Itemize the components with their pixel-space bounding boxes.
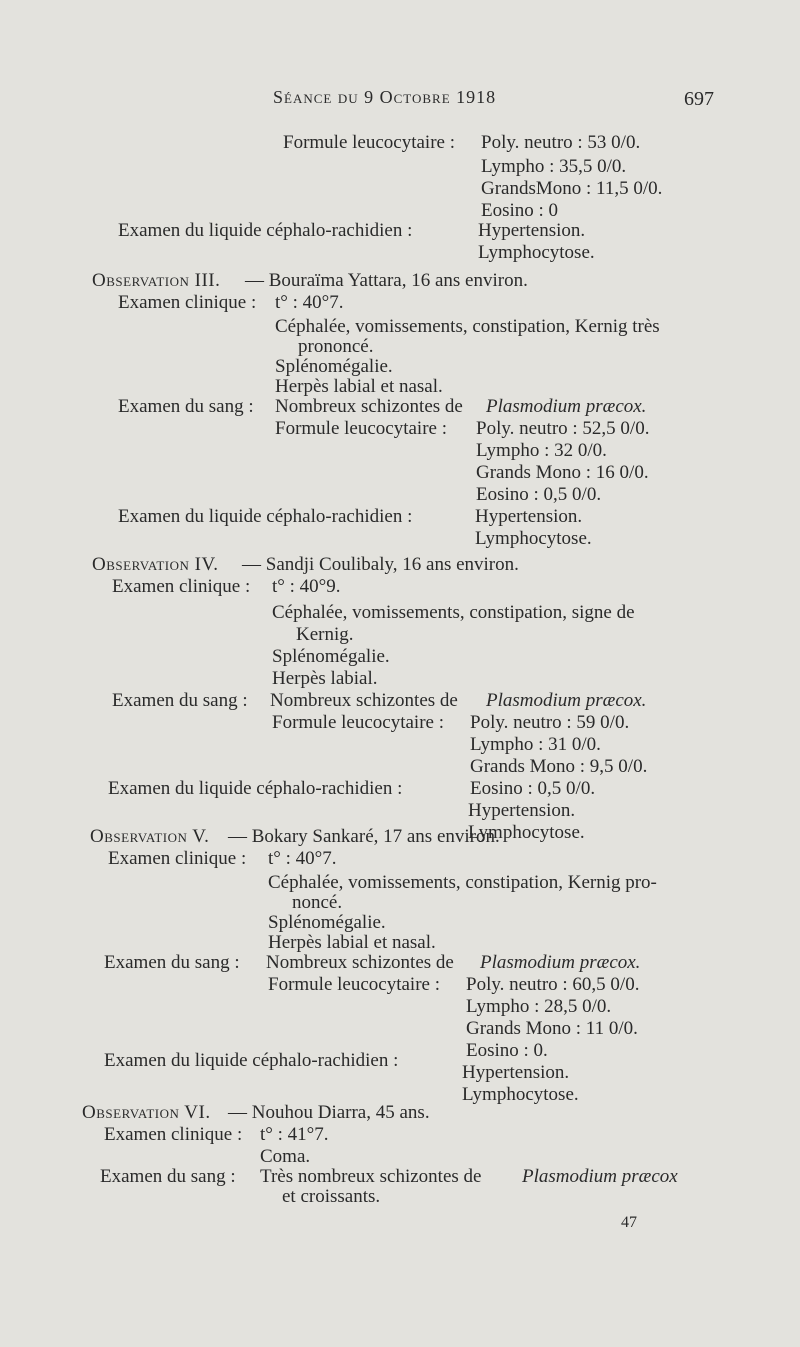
obs2-mono: GrandsMono : 11,5 0/0. (481, 178, 663, 199)
obs5-sang-species: Plasmodium præcox. (480, 952, 641, 973)
obs3-lcr-2: Lymphocytose. (475, 528, 592, 549)
obs4-lcr-label: Examen du liquide céphalo-rachidien : (108, 778, 403, 799)
obs6-clin-temp: t° : 41°7. (260, 1124, 329, 1145)
obs4-clin-temp: t° : 40°9. (272, 576, 341, 597)
obs4-sang-label: Examen du sang : (112, 690, 248, 711)
obs5-eosino: Eosino : 0. (466, 1040, 548, 1061)
obs3-sang-label: Examen du sang : (118, 396, 254, 417)
obs3-sang-species: Plasmodium præcox. (486, 396, 647, 417)
obs5-symp-3: Herpès labial et nasal. (268, 932, 436, 953)
obs6-sang-cont: et croissants. (282, 1186, 381, 1207)
obs3-patient: — Bouraïma Yattara, 16 ans environ. (245, 270, 528, 291)
obs6-sang-text: Très nombreux schizontes de (260, 1166, 482, 1187)
running-header-title: Séance du 9 Octobre 1918 (273, 87, 497, 107)
signature-number: 47 (621, 1214, 637, 1231)
obs3-mono: Grands Mono : 16 0/0. (476, 462, 649, 483)
obs5-lympho: Lympho : 28,5 0/0. (466, 996, 612, 1017)
obs5-lcr-1: Hypertension. (462, 1062, 570, 1083)
obs4-mono: Grands Mono : 9,5 0/0. (470, 756, 648, 777)
obs6-symp-1: Coma. (260, 1146, 311, 1167)
obs5-symp-1b: noncé. (292, 892, 343, 913)
obs3-symp-1: Céphalée, vomissements, constipation, Kernig très (275, 316, 660, 337)
obs3-poly: Poly. neutro : 52,5 0/0. (476, 418, 650, 439)
page-number: 697 (684, 88, 714, 110)
obs3-clin-temp: t° : 40°7. (275, 292, 344, 313)
obs2-lympho: Lympho : 35,5 0/0. (481, 156, 627, 177)
obs5-patient: — Bokary Sankaré, 17 ans environ. (228, 826, 500, 847)
obs4-formule-label: Formule leucocytaire : (272, 712, 444, 733)
obs6-patient: — Nouhou Diarra, 45 ans. (228, 1102, 430, 1123)
obs3-lcr-label: Examen du liquide céphalo-rachidien : (118, 506, 413, 527)
obs4-eosino: Eosino : 0,5 0/0. (470, 778, 596, 799)
obs3-lympho: Lympho : 32 0/0. (476, 440, 607, 461)
obs6-title: Observation VI. (82, 1102, 211, 1123)
obs3-sang-text: Nombreux schizontes de (275, 396, 463, 417)
obs2-lcr-label: Examen du liquide céphalo-rachidien : (118, 220, 413, 241)
obs4-symp-2: Splénomégalie. (272, 646, 390, 667)
obs3-lcr-1: Hypertension. (475, 506, 583, 527)
obs2-formule-label: Formule leucocytaire : (283, 132, 455, 153)
obs4-clin-label: Examen clinique : (112, 576, 251, 597)
obs4-sang-text: Nombreux schizontes de (270, 690, 458, 711)
obs3-symp-2: Splénomégalie. (275, 356, 393, 377)
obs5-clin-label: Examen clinique : (108, 848, 247, 869)
obs3-formule-label: Formule leucocytaire : (275, 418, 447, 439)
obs5-symp-2: Splénomégalie. (268, 912, 386, 933)
obs2-lcr-1: Hypertension. (478, 220, 586, 241)
obs5-poly: Poly. neutro : 60,5 0/0. (466, 974, 640, 995)
obs5-lcr-label: Examen du liquide céphalo-rachidien : (104, 1050, 399, 1071)
obs2-lcr-2: Lymphocytose. (478, 242, 595, 263)
obs5-mono: Grands Mono : 11 0/0. (466, 1018, 638, 1039)
obs4-sang-species: Plasmodium præcox. (486, 690, 647, 711)
obs4-symp-1b: Kernig. (296, 624, 354, 645)
obs3-eosino: Eosino : 0,5 0/0. (476, 484, 602, 505)
obs2-eosino: Eosino : 0 (481, 200, 559, 221)
obs4-title: Observation IV. (92, 554, 219, 575)
obs3-clin-label: Examen clinique : (118, 292, 257, 313)
obs6-clin-label: Examen clinique : (104, 1124, 243, 1145)
obs5-sang-text: Nombreux schizontes de (266, 952, 454, 973)
obs3-title: Observation III. (92, 270, 221, 291)
obs5-symp-1: Céphalée, vomissements, constipation, Kernig pro- (268, 872, 657, 893)
obs4-symp-3: Herpès labial. (272, 668, 378, 689)
obs4-poly: Poly. neutro : 59 0/0. (470, 712, 630, 733)
obs5-formule-label: Formule leucocytaire : (268, 974, 440, 995)
obs6-sang-species: Plasmodium præcox (522, 1166, 678, 1187)
obs4-lympho: Lympho : 31 0/0. (470, 734, 601, 755)
obs5-title: Observation V. (90, 826, 210, 847)
obs5-lcr-2: Lymphocytose. (462, 1084, 579, 1105)
obs2-poly: Poly. neutro : 53 0/0. (481, 132, 641, 153)
obs3-symp-1b: prononcé. (298, 336, 374, 357)
obs4-patient: — Sandji Coulibaly, 16 ans environ. (242, 554, 519, 575)
obs5-clin-temp: t° : 40°7. (268, 848, 337, 869)
obs4-lcr-1: Hypertension. (468, 800, 576, 821)
obs4-lcr-2: Lymphocytose. (468, 822, 585, 843)
obs3-symp-3: Herpès labial et nasal. (275, 376, 443, 397)
obs5-sang-label: Examen du sang : (104, 952, 240, 973)
obs4-symp-1: Céphalée, vomissements, constipation, signe de (272, 602, 635, 623)
obs6-sang-label: Examen du sang : (100, 1166, 236, 1187)
